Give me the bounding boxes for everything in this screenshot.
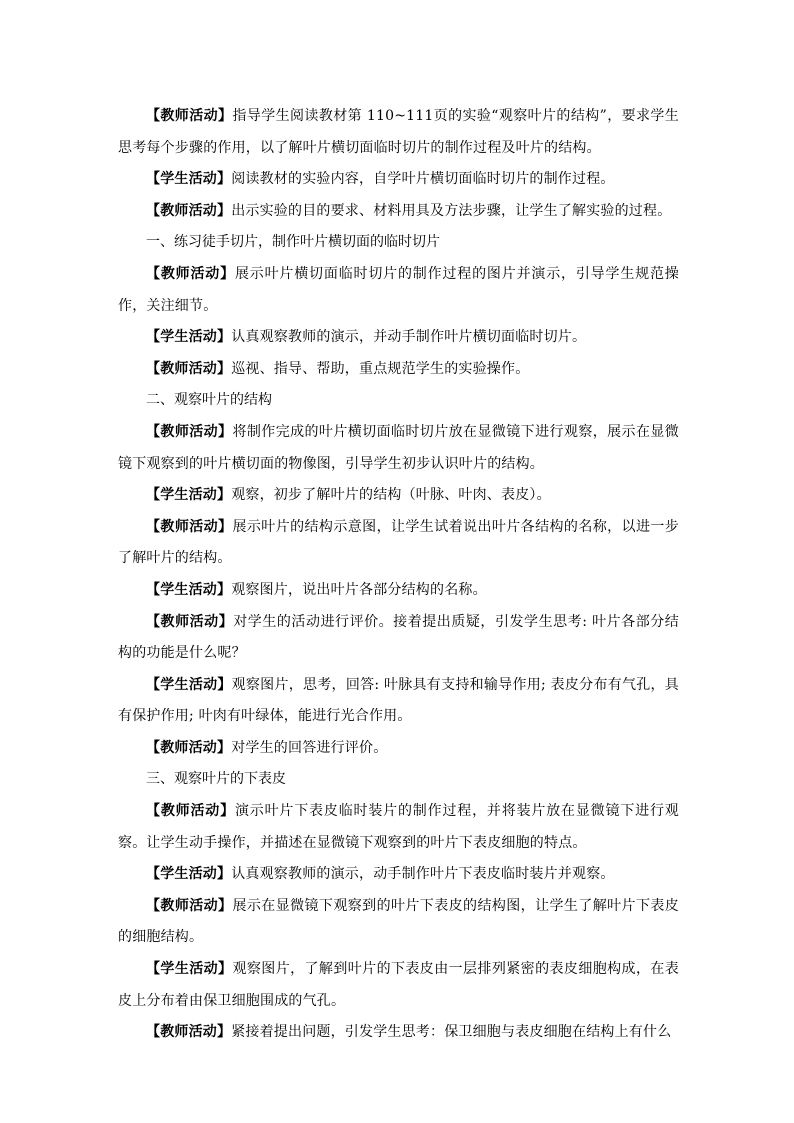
activity-role-label: 【教师活动】	[146, 518, 233, 535]
activity-role-label: 【教师活动】	[146, 202, 232, 219]
activity-text: 指导学生阅读教材第 110~111页的实验“观察叶片的结构”，要求学生思考每个步骤的作用，以了解叶片横切面临时切片的制作过程及叶片的结构。	[118, 108, 680, 156]
activity-paragraph	[118, 796, 679, 859]
activity-role-label: 【学生活动】	[146, 171, 232, 188]
activity-text: 对学生的回答进行评价。	[231, 739, 388, 756]
section-heading: 三、观察叶片的下表皮	[146, 771, 286, 788]
activity-role-label: 【学生活动】	[146, 581, 232, 598]
activity-text: 对学生的活动进行评价。接着提出质疑，引发学生思考: 叶片各部分结构的功能是什么呢？	[118, 613, 679, 662]
activity-text: 认真观察教师的演示，并动手制作叶片横切面临时切片。	[231, 329, 587, 346]
activity-paragraph	[118, 101, 679, 164]
activity-role-label: 【教师活动】	[146, 360, 232, 377]
activity-paragraph	[118, 733, 679, 765]
activity-paragraph	[118, 164, 679, 196]
activity-paragraph	[118, 417, 679, 480]
activity-paragraph	[118, 607, 679, 670]
activity-paragraph	[118, 859, 679, 891]
activity-paragraph	[118, 259, 679, 322]
activity-role-label: 【学生活动】	[146, 329, 232, 346]
activity-text: 出示实验的目的要求、材料用具及方法步骤，让学生了解实验的过程。	[231, 202, 672, 219]
activity-role-label: 【教师活动】	[146, 613, 234, 630]
activity-paragraph	[118, 354, 679, 386]
activity-role-label: 【学生活动】	[146, 676, 232, 693]
activity-text: 演示叶片下表皮临时装片的制作过程，并将装片放在显微镜下进行观察。让学生动手操作，并描述在显微镜下观察到的叶片下表皮细胞的特点。	[118, 803, 679, 851]
activity-role-label: 【学生活动】	[146, 487, 232, 504]
activity-role-label: 【教师活动】	[146, 423, 233, 440]
activity-role-label: 【教师活动】	[146, 739, 232, 756]
activity-paragraph	[118, 891, 679, 954]
document-body	[118, 101, 679, 1049]
activity-paragraph	[118, 954, 679, 1017]
activity-text: 观察图片，说出叶片各部分结构的名称。	[231, 581, 487, 598]
activity-role-label: 【教师活动】	[146, 1024, 232, 1041]
activity-role-label: 【教师活动】	[146, 803, 235, 820]
activity-text: 观察图片，了解到叶片的下表皮由一层排列紧密的表皮细胞构成，在表皮上分布着由保卫细胞围成的气孔。	[118, 961, 679, 1009]
activity-role-label: 【学生活动】	[146, 866, 232, 883]
activity-role-label: 【学生活动】	[146, 961, 233, 978]
activity-role-label: 【教师活动】	[146, 108, 233, 124]
activity-role-label: 【教师活动】	[146, 265, 235, 282]
activity-paragraph	[118, 575, 679, 607]
activity-text: 展示在显微镜下观察到的叶片下表皮的结构图，让学生了解叶片下表皮的细胞结构。	[118, 897, 679, 946]
activity-text: 阅读教材的实验内容，自学叶片横切面临时切片的制作过程。	[231, 171, 615, 188]
activity-paragraph	[118, 196, 679, 228]
activity-paragraph	[118, 512, 679, 575]
activity-text: 展示叶片的结构示意图，让学生试着说出叶片各结构的名称，以进一步了解叶片的结构。	[118, 518, 679, 567]
activity-paragraph	[118, 480, 679, 512]
activity-text: 将制作完成的叶片横切面临时切片放在显微镜下进行观察，展示在显微镜下观察到的叶片横切面的物像图，引导学生初步认识叶片的结构。	[118, 423, 679, 472]
activity-paragraph	[118, 670, 679, 733]
activity-text: 巡视、指导、帮助，重点规范学生的实验操作。	[231, 360, 530, 377]
activity-text: 认真观察教师的演示，动手制作叶片下表皮临时装片并观察。	[231, 866, 615, 883]
activity-role-label: 【教师活动】	[146, 897, 233, 914]
activity-paragraph	[118, 322, 679, 354]
activity-text: 观察图片，思考，回答: 叶脉具有支持和输导作用; 表皮分布有气孔，具有保护作用; 叶肉有叶绿体，能进行光合作用。	[118, 676, 679, 725]
activity-paragraph	[118, 1017, 679, 1049]
activity-text: 紧接着提出问题，引发学生思考：保卫细胞与表皮细胞在结构上有什么	[231, 1024, 672, 1041]
activity-text: 展示叶片横切面临时切片的制作过程的图片并演示，引导学生规范操作，关注细节。	[118, 265, 679, 314]
section-heading: 一、练习徒手切片，制作叶片横切面的临时切片	[146, 234, 440, 251]
section-heading: 二、观察叶片的结构	[146, 392, 272, 409]
activity-text: 观察，初步了解叶片的结构（叶脉、叶肉、表皮）。	[231, 487, 551, 504]
